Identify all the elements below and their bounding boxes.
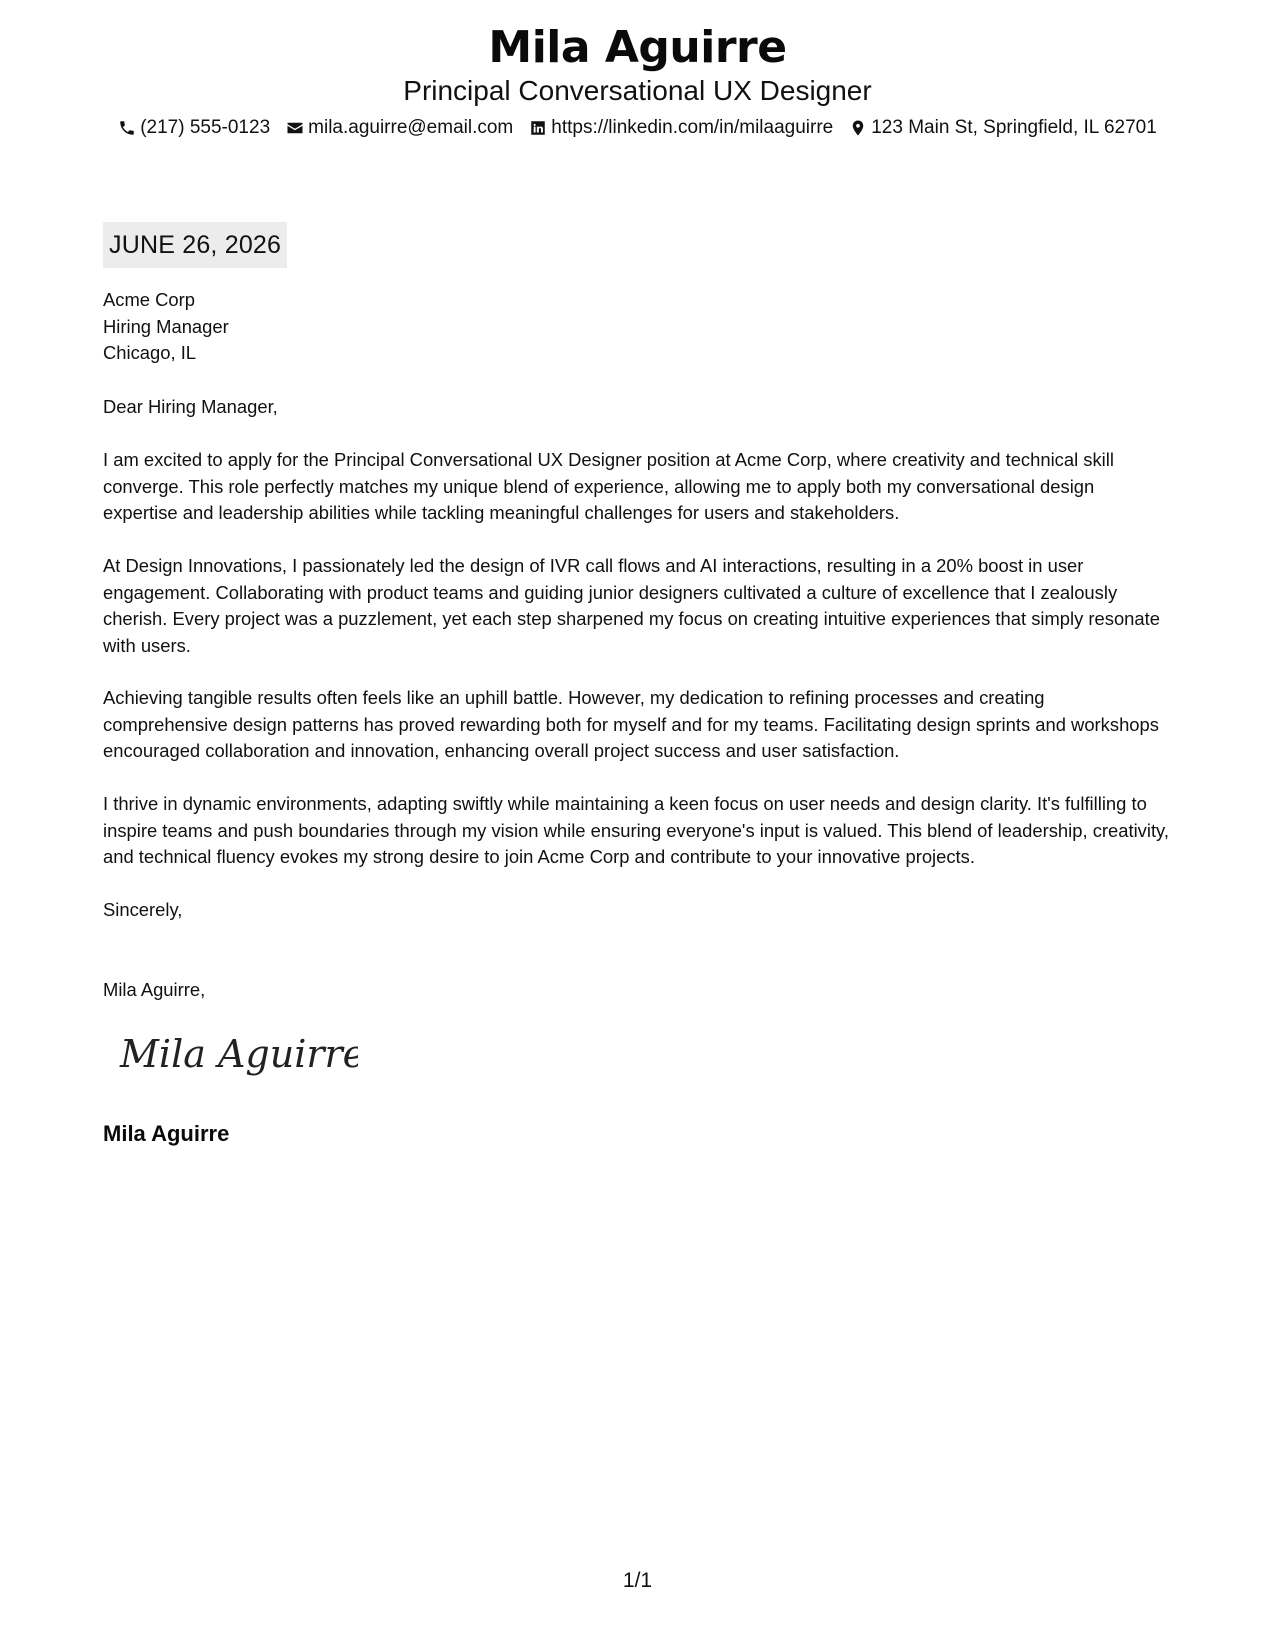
closing: Sincerely, (103, 899, 183, 920)
body-paragraph: I am excited to apply for the Principal Conversational UX Designer position at Acme Corp, where creativity and technical skill converge. This role perfectly matches my unique blend of experience, allowing me to apply both my conversational design expertise and leadership abilities while tackling meaningful challenges for users and stakeholders. (103, 449, 1114, 523)
recipient-company: Acme Corp (103, 289, 195, 310)
envelope-icon (286, 119, 304, 137)
signed-name: Mila Aguirre, (103, 979, 206, 1000)
signature-text: Mila Aguirre (120, 1032, 358, 1076)
phone-text: (217) 555-0123 (140, 117, 271, 138)
recipient-role: Hiring Manager (103, 315, 229, 337)
contact-address (849, 116, 1157, 140)
body-paragraph: At Design Innovations, I passionately led the design of IVR call flows and AI interactions, resulting in a 20% boost in user engagement. Collaborating with product teams and guiding junior designers cultivated a culture of excellence that I zealously cherish. Every project was a puzzlement, yet each step sharpened my focus on creating intuitive experiences that simply resonate with users. (103, 555, 1160, 656)
phone-icon (118, 119, 136, 137)
map-pin-icon (849, 119, 867, 137)
body-paragraph: I thrive in dynamic environments, adapting swiftly while maintaining a keen focus on user needs and design clarity. It's fulfilling to inspire teams and push boundaries through my vision while ensuring everyone's input is valued. This blend of leadership, creativity, and technical fluency evokes my strong desire to join Acme Corp and contribute to your innovative projects. (103, 793, 1169, 867)
recipient-location: Chicago, IL (103, 342, 197, 363)
email-text: mila.aguirre@email.com (308, 117, 514, 138)
contact-info (0, 116, 1275, 140)
linkedin-icon (529, 119, 547, 137)
linkedin-text: https://linkedin.com/in/milaaguirre (551, 117, 834, 138)
applicant-name: Mila Aguirre (488, 22, 787, 73)
letter-header (0, 22, 1275, 140)
recipient-block (103, 287, 1173, 367)
contact-email (286, 116, 513, 140)
applicant-title: Principal Conversational UX Designer (403, 75, 872, 106)
printed-name: Mila Aguirre (103, 1121, 230, 1146)
contact-phone (118, 116, 270, 140)
body-paragraph: Achieving tangible results often feels like an uphill battle. However, my dedication to refining processes and creating comprehensive design patterns has proved rewarding both for myself and for my teams. Facilitating design sprints and workshops encouraged collaboration and innovation, enhancing overall project success and user satisfaction. (103, 687, 1159, 761)
letter-date: JUNE 26, 2026 (103, 222, 287, 268)
contact-linkedin (529, 116, 833, 140)
salutation: Dear Hiring Manager, (103, 396, 278, 417)
page-number: 1/1 (622, 1569, 653, 1592)
address-text: 123 Main St, Springfield, IL 62701 (871, 117, 1157, 138)
signature-image (118, 1025, 358, 1085)
